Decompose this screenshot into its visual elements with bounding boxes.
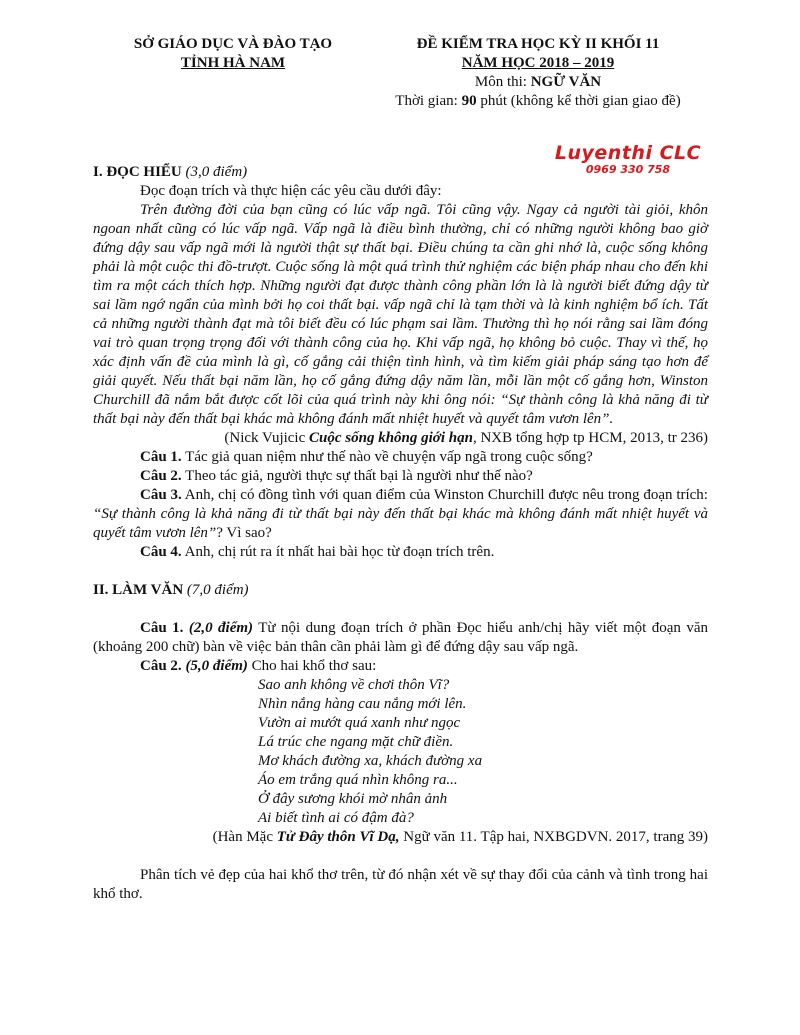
- poem: [258, 676, 708, 828]
- subject-name: NGỮ VĂN: [530, 74, 602, 90]
- reading-passage: Trên đường đời của bạn cũng có lúc vấp ngã. Tôi cũng vậy. Ngay cả người tài giỏi, khôn ngoan nhất cũng có lúc vấp ngã. Vấp ngã là điều bình thường, chỉ có những người không bao giờ đứng dậy sau vấp ngã mới là người thật sự thất bại. Điều chúng ta cần ghi nhớ là, cuộc sống không phải là một cuộc thi đồ-trượt. Cuộc sống là một quá trình thử nghiệm các biện pháp nhau cho đến khi tìm ra một cách thích hợp. Những người đạt được thành công phần lớn là là người biết đứng dậy từ sai lầm ngớ ngẩn của mình bởi họ coi thất bại. vấp ngã chỉ là tạm thời và là kinh nghiệm bổ ích. Tất cả những người thành đạt mà tôi biết đều có lúc phạm sai lầm. Thường thì họ nói rằng sai lầm đóng vai trò quan trọng trọng đối với thành công của họ. Khi vấp ngã, họ không bỏ cuộc. Thay vì thế, họ xác định vấn đề của mình là gì, cố gắng cải thiện tình hình, và tìm kiếm giải pháp sáng tạo hơn để giải quyết. Nếu thất bại năm lần, họ cố gắng đứng dậy năm lần, mỗi lần một cố gắng hơn, Winston Churchill đã nắm bắt được cốt lõi của quá trình này khi ông nói: “Sự thành công là khả năng đi từ thất bại này đến thất bại khác mà không đánh mất nhiệt huyết và quyết tâm vươn lên”.: [93, 202, 708, 427]
- poem-line: Mơ khách đường xa, khách đường xa: [258, 753, 483, 769]
- subject-line: Môn thi: NGỮ VĂN: [474, 74, 602, 90]
- section2-title: II. LÀM VĂN (7,0 điểm): [93, 582, 249, 598]
- question-3: Câu 3. Anh, chị có đồng tình với quan điểm của Winston Churchill được nêu trong đoạn trích: “Sự thành công là khả năng đi từ thất bại này đến thất bại khác mà không đánh mất nhiệt huyết và quyết tâm vươn lên”? Vì sao?: [93, 487, 708, 541]
- province-name: TỈNH HÀ NAM: [180, 55, 286, 71]
- watermark-brand: Luyenthi CLC: [554, 142, 702, 164]
- poem-line: Sao anh không về chơi thôn Vĩ?: [258, 677, 450, 693]
- exam-header: [368, 35, 708, 111]
- school-year: NĂM HỌC 2018 – 2019: [461, 55, 615, 71]
- poem-line: Ở đây sương khói mờ nhân ảnh: [258, 791, 448, 807]
- department-name: SỞ GIÁO DỤC VÀ ĐÀO TẠO: [133, 36, 333, 52]
- time-line: Thời gian: 90 phút (không kể thời gian giao đề): [395, 93, 681, 109]
- poem-analysis-task: Phân tích vẻ đẹp của hai khổ thơ trên, từ đó nhận xét về sự thay đổi của cảnh và tình trong hai khổ thơ.: [93, 867, 708, 902]
- exam-body: [93, 163, 708, 904]
- watermark-phone: 0969 330 758: [585, 163, 671, 176]
- writing-task-1: Câu 1. (2,0 điểm) Từ nội dung đoạn trích ở phần Đọc hiểu anh/chị hãy viết một đoạn văn (khoảng 200 chữ) bàn về việc bản thân cần phải làm gì để đứng dậy sau vấp ngã.: [93, 620, 708, 655]
- poem-line: Vườn ai mướt quá xanh như ngọc: [258, 715, 461, 731]
- question-4: Câu 4. Anh, chị rút ra ít nhất hai bài học từ đoạn trích trên.: [140, 544, 495, 560]
- poem-line: Lá trúc che ngang mặt chữ điền.: [258, 734, 454, 750]
- section1-instruction: Đọc đoạn trích và thực hiện các yêu cầu dưới đây:: [140, 183, 442, 199]
- poem-line: Ai biết tình ai có đậm đà?: [258, 810, 414, 826]
- time-value: 90: [461, 93, 477, 109]
- poem-line: Áo em trắng quá nhìn không ra...: [258, 772, 458, 788]
- department-header: [108, 35, 358, 73]
- passage-source: (Nick Vujicic Cuộc sống không giới hạn, NXB tổng hợp tp HCM, 2013, tr 236): [224, 430, 708, 446]
- poem-line: Nhìn nắng hàng cau nắng mới lên.: [258, 696, 467, 712]
- section1-title: I. ĐỌC HIỂU (3,0 điểm): [93, 164, 248, 180]
- question-2: Câu 2. Theo tác giả, người thực sự thất bại là người như thế nào?: [140, 468, 533, 484]
- writing-task-2: Câu 2. (5,0 điểm) Cho hai khổ thơ sau:: [140, 658, 377, 674]
- poem-source: (Hàn Mặc Tử Đây thôn Vĩ Dạ, Ngữ văn 11. Tập hai, NXBGDVN. 2017, trang 39): [212, 829, 708, 845]
- exam-title: ĐỀ KIỂM TRA HỌC KỲ II KHỐI 11: [416, 36, 660, 52]
- question-1: Câu 1. Tác giả quan niệm như thế nào về chuyện vấp ngã trong cuộc sống?: [140, 449, 593, 465]
